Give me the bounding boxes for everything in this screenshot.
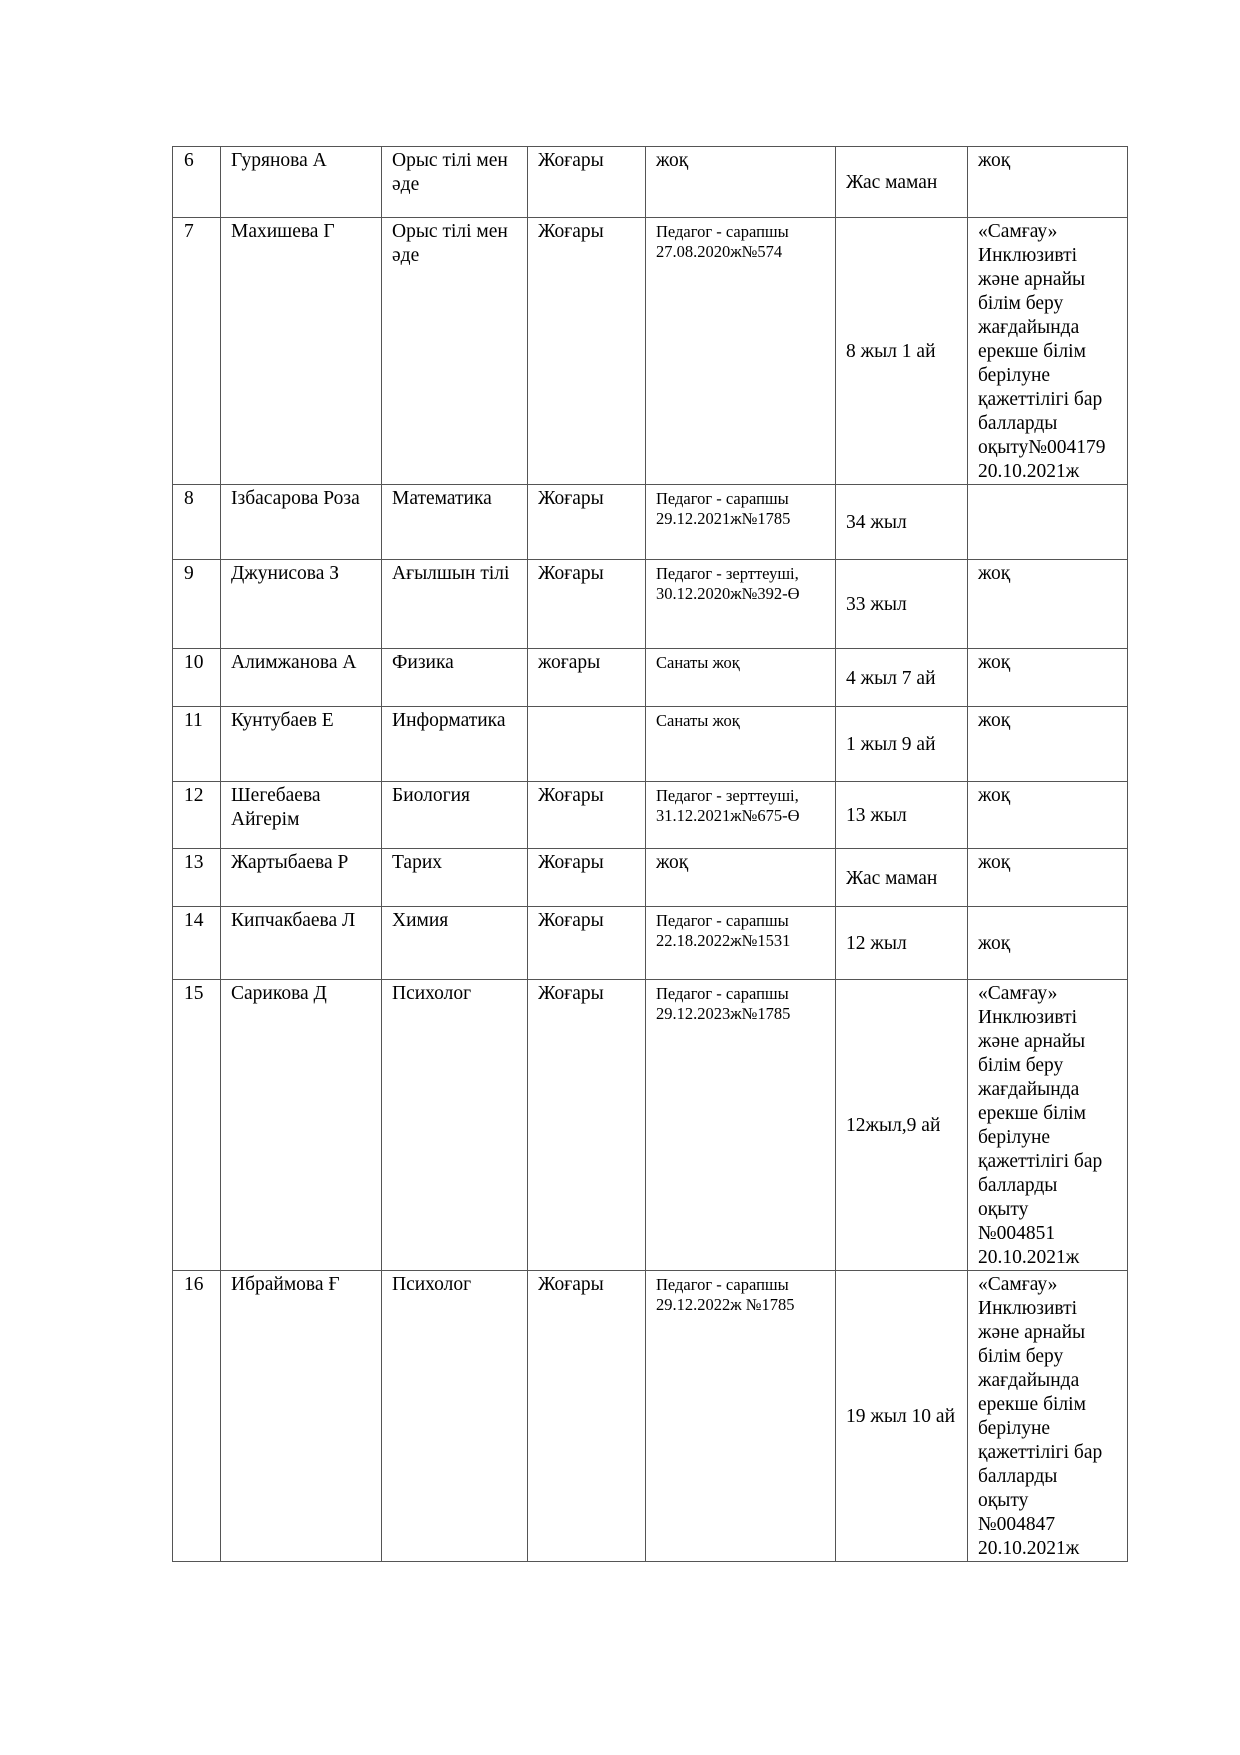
teacher-name: Алимжанова А: [221, 649, 382, 707]
teacher-name: Махишева Г: [221, 218, 382, 485]
subject: Орыс тілі мен әде: [382, 147, 528, 218]
category: Педагог - сарапшы 29.12.2023ж№1785: [646, 980, 836, 1271]
teacher-name: Ибраймова Ғ: [221, 1271, 382, 1562]
experience: 33 жыл: [836, 560, 968, 649]
subject: Тарих: [382, 849, 528, 907]
course: «Самғау» Инклюзивті және арнайы білім беру жағдайында ерекше білім берілуне қажеттілігі бар балларды оқыту №004851 20.10.2021ж: [968, 980, 1128, 1271]
experience: 1 жыл 9 ай: [836, 707, 968, 782]
teacher-name: Джунисова З: [221, 560, 382, 649]
education: Жоғары: [528, 782, 646, 849]
table-row: [173, 147, 1128, 218]
category: Педагог - сарапшы 29.12.2021ж№1785: [646, 485, 836, 560]
category: Педагог - зерттеуші, 31.12.2021ж№675-Ө: [646, 782, 836, 849]
category: Педагог - зерттеуші, 30.12.2020ж№392-Ө: [646, 560, 836, 649]
row-number: 10: [173, 649, 221, 707]
course: [968, 485, 1128, 560]
education: Жоғары: [528, 147, 646, 218]
table-row: [173, 980, 1128, 1271]
category: Санаты жоқ: [646, 649, 836, 707]
course: «Самғау» Инклюзивті және арнайы білім беру жағдайында ерекше білім берілуне қажеттілігі бар балларды оқыту№004179 20.10.2021ж: [968, 218, 1128, 485]
teacher-name: Кипчакбаева Л: [221, 907, 382, 980]
table-row: [173, 560, 1128, 649]
experience: 12жыл,9 ай: [836, 980, 968, 1271]
experience: 13 жыл: [836, 782, 968, 849]
experience: 34 жыл: [836, 485, 968, 560]
subject: Информатика: [382, 707, 528, 782]
table-row: [173, 1271, 1128, 1562]
subject: Психолог: [382, 980, 528, 1271]
row-number: 9: [173, 560, 221, 649]
table-row: [173, 218, 1128, 485]
subject: Орыс тілі мен әде: [382, 218, 528, 485]
teacher-name: Гурянова А: [221, 147, 382, 218]
course: «Самғау» Инклюзивті және арнайы білім беру жағдайында ерекше білім берілуне қажеттілігі бар балларды оқыту №004847 20.10.2021ж: [968, 1271, 1128, 1562]
subject: Химия: [382, 907, 528, 980]
category: жоқ: [646, 147, 836, 218]
table-row: [173, 485, 1128, 560]
experience: 4 жыл 7 ай: [836, 649, 968, 707]
education: Жоғары: [528, 907, 646, 980]
category: Педагог - сарапшы 29.12.2022ж №1785: [646, 1271, 836, 1562]
table-row: [173, 782, 1128, 849]
experience: 12 жыл: [836, 907, 968, 980]
table-row: [173, 707, 1128, 782]
table-row: [173, 849, 1128, 907]
row-number: 7: [173, 218, 221, 485]
row-number: 15: [173, 980, 221, 1271]
teacher-name: Шегебаева Айгерім: [221, 782, 382, 849]
course: жоқ: [968, 707, 1128, 782]
row-number: 8: [173, 485, 221, 560]
category: Санаты жоқ: [646, 707, 836, 782]
education: Жоғары: [528, 1271, 646, 1562]
course: жоқ: [968, 782, 1128, 849]
education: Жоғары: [528, 980, 646, 1271]
education: Жоғары: [528, 218, 646, 485]
category: Педагог - сарапшы 22.18.2022ж№1531: [646, 907, 836, 980]
staff-table: [172, 146, 1128, 1562]
education: [528, 707, 646, 782]
teacher-name: Кунтубаев Е: [221, 707, 382, 782]
course: жоқ: [968, 649, 1128, 707]
experience: 19 жыл 10 ай: [836, 1271, 968, 1562]
experience: Жас маман: [836, 147, 968, 218]
teacher-name: Ізбасарова Роза: [221, 485, 382, 560]
course: жоқ: [968, 560, 1128, 649]
education: Жоғары: [528, 560, 646, 649]
education: Жоғары: [528, 849, 646, 907]
course: жоқ: [968, 849, 1128, 907]
row-number: 6: [173, 147, 221, 218]
row-number: 14: [173, 907, 221, 980]
education: Жоғары: [528, 485, 646, 560]
row-number: 12: [173, 782, 221, 849]
subject: Биология: [382, 782, 528, 849]
education: жоғары: [528, 649, 646, 707]
course: жоқ: [968, 147, 1128, 218]
category: Педагог - сарапшы 27.08.2020ж№574: [646, 218, 836, 485]
teacher-name: Сарикова Д: [221, 980, 382, 1271]
subject: Физика: [382, 649, 528, 707]
row-number: 16: [173, 1271, 221, 1562]
row-number: 11: [173, 707, 221, 782]
subject: Ағылшын тілі: [382, 560, 528, 649]
course: жоқ: [968, 907, 1128, 980]
row-number: 13: [173, 849, 221, 907]
experience: 8 жыл 1 ай: [836, 218, 968, 485]
teacher-name: Жартыбаева Р: [221, 849, 382, 907]
table-row: [173, 907, 1128, 980]
subject: Математика: [382, 485, 528, 560]
category: жоқ: [646, 849, 836, 907]
subject: Психолог: [382, 1271, 528, 1562]
table-row: [173, 649, 1128, 707]
experience: Жас маман: [836, 849, 968, 907]
